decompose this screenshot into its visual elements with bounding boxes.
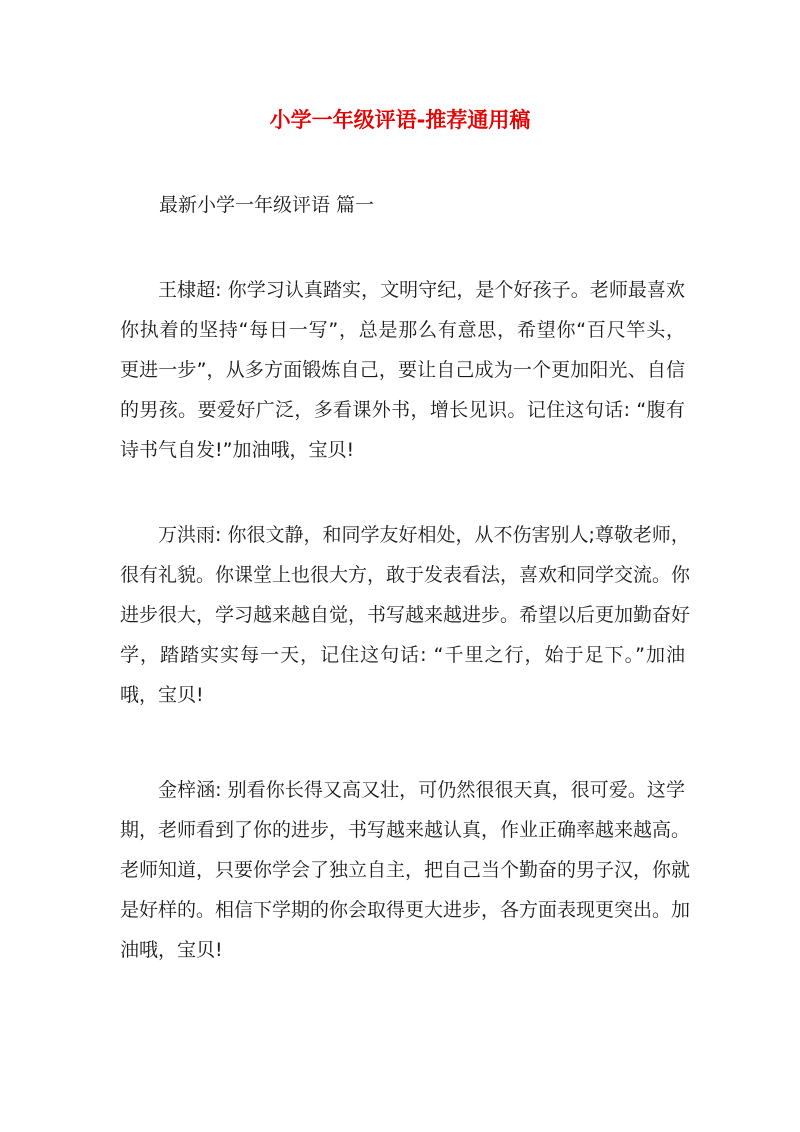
paragraph-line: 的男孩。要爱好广泛，多看课外书，增长见识。记住这句话: “腹有 — [120, 399, 685, 421]
paragraph-line: 你执着的坚持“每日一写”，总是那么有意思，希望你“百尺竿头， — [120, 319, 685, 341]
paragraph-line: 是好样的。相信下学期的你会取得更大进步，各方面表现更突出。加 — [120, 899, 691, 921]
paragraph-line: 万洪雨: 你很文静，和同学友好相处，从不伤害别人;尊敬老师， — [158, 524, 690, 546]
comment-paragraph — [120, 515, 691, 715]
paragraph-line: 期，老师看到了你的进步，书写越来越认真，作业正确率越来越高。 — [120, 819, 691, 841]
comment-paragraph — [120, 770, 691, 970]
paragraph-line: 油哦，宝贝! — [120, 939, 223, 961]
paragraph-line: 很有礼貌。你课堂上也很大方，敢于发表看法，喜欢和同学交流。你 — [120, 564, 691, 586]
paragraph-line: 学，踏踏实实每一天，记住这句话: “千里之行，始于足下。”加油 — [120, 644, 685, 666]
paragraph-line: 更进一步”，从多方面锻炼自己，要让自己成为一个更加阳光、自信 — [120, 359, 685, 381]
paragraph-line: 金梓涵: 别看你长得又高又壮，可仍然很很天真，很可爱。这学 — [158, 779, 685, 801]
paragraph-line: 进步很大，学习越来越自觉，书写越来越进步。希望以后更加勤奋好 — [120, 604, 691, 626]
paragraph-line: 王棣超: 你学习认真踏实，文明守纪，是个好孩子。老师最喜欢 — [158, 279, 685, 301]
document-title: 小学一年级评语-推荐通用稿 — [269, 108, 531, 132]
paragraph-line: 老师知道，只要你学会了独立自主，把自己当个勤奋的男子汉，你就 — [120, 859, 691, 881]
section-heading: 最新小学一年级评语 篇一 — [159, 194, 375, 216]
paragraph-line: 哦，宝贝! — [120, 684, 204, 706]
paragraph-line: 诗书气自发!”加油哦，宝贝! — [120, 439, 355, 461]
comment-paragraph — [120, 270, 685, 470]
